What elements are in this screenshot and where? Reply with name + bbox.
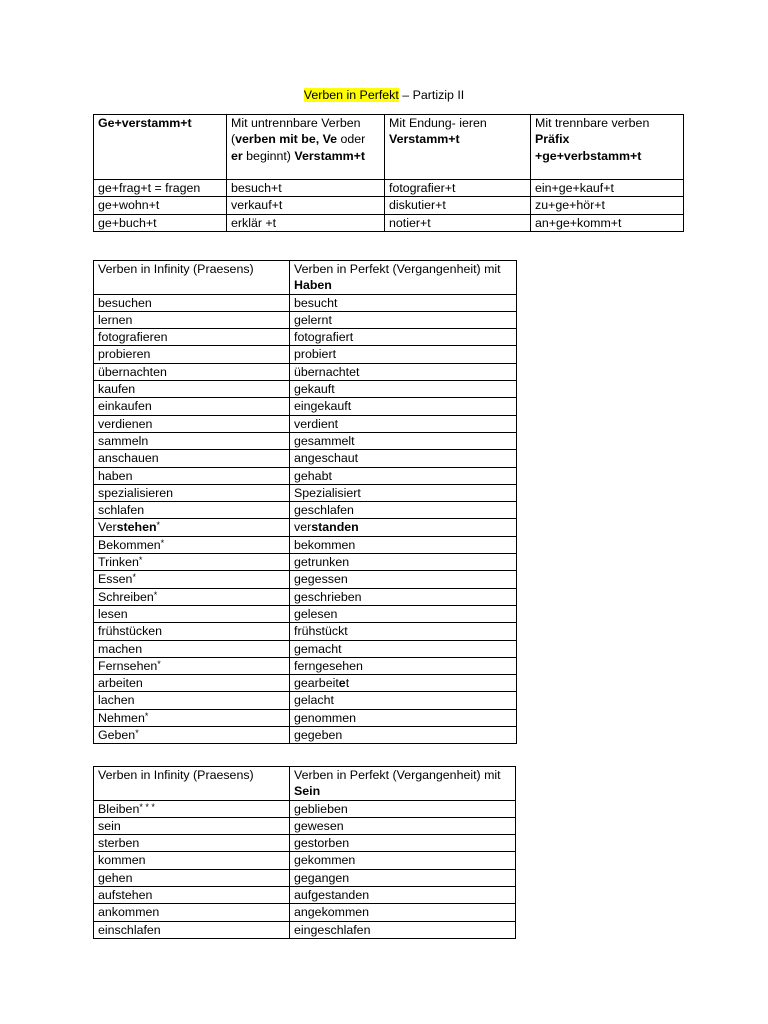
- cell-text: aufstehen: [98, 888, 153, 903]
- header-row: [94, 767, 516, 801]
- table-row: [94, 502, 517, 519]
- table-row: [94, 869, 516, 886]
- table-cell: ge+wohn+t: [94, 197, 227, 214]
- perfect-cell: [290, 623, 517, 640]
- perfect-cell: [290, 311, 517, 328]
- infinitive-cell: [94, 294, 290, 311]
- table-row: [94, 921, 516, 938]
- footnote-marker: *: [135, 728, 139, 739]
- cell-text: gesammelt: [294, 433, 355, 448]
- cell-text: Verben in Infinity (Praesens): [98, 262, 254, 276]
- table-row: [94, 675, 517, 692]
- table-cell: notier+t: [385, 214, 531, 231]
- perfect-cell: [290, 588, 517, 605]
- table-row: [94, 519, 517, 536]
- cell-text: bekommen: [294, 537, 356, 552]
- infinitive-cell: [94, 835, 290, 852]
- cell-text: geblieben: [294, 801, 348, 816]
- table-cell: verkauf+t: [227, 197, 385, 214]
- perfect-cell: [290, 675, 517, 692]
- perfect-cell: [290, 921, 516, 938]
- cell-text: schlafen: [98, 503, 145, 518]
- cell-text: geschlafen: [294, 503, 354, 518]
- cell-text: besuchen: [98, 295, 152, 310]
- table-row: [94, 817, 516, 834]
- infinitive-cell: [94, 605, 290, 622]
- cell-text: verdienen: [98, 416, 153, 431]
- cell-text: beginnt): [242, 148, 295, 163]
- cell-text: Bleiben: [98, 801, 140, 816]
- cell-text: übernachten: [98, 364, 167, 379]
- infinitive-cell: [94, 415, 290, 432]
- header-row: [94, 261, 517, 295]
- header-cell: [94, 115, 227, 180]
- header-cell: [94, 767, 290, 801]
- table-row: [94, 346, 517, 363]
- cell-text: oder: [337, 132, 366, 147]
- infinitive-cell: [94, 887, 290, 904]
- table-row: [94, 623, 517, 640]
- cell-text: probieren: [98, 347, 151, 362]
- table-cell: ein+ge+kauf+t: [531, 180, 684, 197]
- infinitive-cell: [94, 311, 290, 328]
- cell-text: angekommen: [294, 905, 370, 920]
- cell-text: aufgestanden: [294, 888, 370, 903]
- header-cell: [227, 115, 385, 180]
- cell-text: stehen: [116, 520, 157, 535]
- cell-text: Sein: [294, 784, 321, 799]
- table-row: [94, 329, 517, 346]
- cell-text: sammeln: [98, 433, 149, 448]
- header-cell: [290, 261, 517, 295]
- cell-text: probiert: [294, 347, 337, 362]
- cell-text: frühstücken: [98, 624, 163, 639]
- infinitive-cell: [94, 623, 290, 640]
- cell-text: genommen: [294, 710, 356, 725]
- cell-text: Nehmen: [98, 710, 145, 725]
- table-row: [94, 294, 517, 311]
- table-row: [94, 852, 516, 869]
- partizip-rules-body: [94, 115, 684, 232]
- cell-text: t: [345, 676, 350, 691]
- infinitive-cell: [94, 484, 290, 501]
- verbs-haben-body: [94, 261, 517, 744]
- infinitive-cell: [94, 519, 290, 536]
- perfect-cell: [290, 817, 516, 834]
- cell-text: einkaufen: [98, 399, 152, 414]
- infinitive-cell: [94, 817, 290, 834]
- table-row: [94, 484, 517, 501]
- infinitive-cell: [94, 709, 290, 726]
- table-row: [94, 415, 517, 432]
- perfect-cell: [290, 657, 517, 674]
- table-row: [94, 450, 517, 467]
- cell-text: ankommen: [98, 905, 160, 920]
- cell-text: fotografieren: [98, 330, 168, 345]
- cell-text: Verstamm+t: [389, 132, 460, 147]
- infinitive-cell: [94, 869, 290, 886]
- infinitive-cell: [94, 904, 290, 921]
- infinitive-cell: [94, 536, 290, 553]
- perfect-cell: [290, 294, 517, 311]
- table-cell: ge+buch+t: [94, 214, 227, 231]
- cell-text: gekommen: [294, 853, 356, 868]
- perfect-cell: [290, 536, 517, 553]
- infinitive-cell: [94, 502, 290, 519]
- perfect-cell: [290, 484, 517, 501]
- cell-text: er: [231, 148, 243, 163]
- cell-text: Spezialisiert: [294, 485, 361, 500]
- table-row: [94, 467, 517, 484]
- infinitive-cell: [94, 381, 290, 398]
- cell-text: Präfix +ge+verbstamm+t: [535, 132, 642, 163]
- table-cell: zu+ge+hör+t: [531, 197, 684, 214]
- infinitive-cell: [94, 450, 290, 467]
- cell-text: haben: [98, 468, 133, 483]
- cell-text: getrunken: [294, 555, 350, 570]
- cell-text: eingekauft: [294, 399, 352, 414]
- table-row: [94, 398, 517, 415]
- table-cell: erklär +t: [227, 214, 385, 231]
- table-cell: diskutier+t: [385, 197, 531, 214]
- verbs-haben-table: [93, 260, 517, 744]
- table-row: [94, 709, 517, 726]
- infinitive-cell: [94, 921, 290, 938]
- cell-text: gegessen: [294, 572, 348, 587]
- cell-text: sein: [98, 818, 121, 833]
- cell-text: e: [338, 676, 346, 691]
- cell-text: lernen: [98, 312, 133, 327]
- title-rest: – Partizip II: [398, 88, 465, 102]
- cell-text: Haben: [294, 278, 332, 293]
- table-row: [94, 640, 517, 657]
- infinitive-cell: [94, 363, 290, 380]
- cell-text: ver: [294, 520, 312, 535]
- cell-text: standen: [311, 520, 359, 535]
- table-row: [94, 197, 684, 214]
- infinitive-cell: [94, 588, 290, 605]
- cell-text: Mit untrennbare Verben (: [231, 116, 361, 147]
- cell-text: gearbeit: [294, 676, 339, 691]
- footnote-marker: *: [160, 537, 165, 548]
- table-row: [94, 692, 517, 709]
- cell-text: gekauft: [294, 382, 335, 397]
- cell-text: Verben in Perfekt (Vergangenheit) mit: [294, 768, 501, 782]
- table-row: [94, 554, 517, 571]
- cell-text: Ver: [98, 520, 117, 535]
- cell-text: gegangen: [294, 870, 350, 885]
- infinitive-cell: [94, 554, 290, 571]
- table-row: [94, 835, 516, 852]
- table-row: [94, 887, 516, 904]
- perfect-cell: [290, 346, 517, 363]
- footnote-marker: *: [156, 520, 161, 531]
- infinitive-cell: [94, 346, 290, 363]
- infinitive-cell: [94, 640, 290, 657]
- cell-text: spezialisieren: [98, 485, 174, 500]
- infinitive-cell: [94, 398, 290, 415]
- footnote-marker: *: [132, 572, 136, 583]
- perfect-cell: [290, 363, 517, 380]
- perfect-cell: [290, 852, 516, 869]
- perfect-cell: [290, 467, 517, 484]
- infinitive-cell: [94, 329, 290, 346]
- cell-text: gewesen: [294, 818, 344, 833]
- cell-text: verdient: [294, 416, 339, 431]
- cell-text: lachen: [98, 693, 135, 708]
- perfect-cell: [290, 800, 516, 817]
- infinitive-cell: [94, 467, 290, 484]
- infinitive-cell: [94, 852, 290, 869]
- table-row: [94, 363, 517, 380]
- perfect-cell: [290, 571, 517, 588]
- infinitive-cell: [94, 800, 290, 817]
- verbs-sein-table: [93, 766, 516, 939]
- table-row: [94, 311, 517, 328]
- cell-text: kaufen: [98, 382, 136, 397]
- infinitive-cell: [94, 675, 290, 692]
- table-row: [94, 904, 516, 921]
- footnote-marker: *: [138, 555, 143, 566]
- table-row: [94, 536, 517, 553]
- perfect-cell: [290, 554, 517, 571]
- cell-text: sterben: [98, 836, 140, 851]
- table-row: [94, 800, 516, 817]
- cell-text: Fernsehen: [98, 658, 158, 673]
- header-cell: [531, 115, 684, 180]
- header-row: [94, 115, 684, 180]
- infinitive-cell: [94, 657, 290, 674]
- cell-text: Verben in Infinity (Praesens): [98, 768, 254, 782]
- footnote-marker: *: [157, 658, 161, 669]
- table-row: [94, 571, 517, 588]
- cell-text: Trinken: [98, 555, 139, 570]
- cell-text: besucht: [294, 295, 338, 310]
- cell-text: Geben: [98, 728, 136, 743]
- infinitive-cell: [94, 432, 290, 449]
- cell-text: Schreiben: [98, 589, 154, 604]
- cell-text: machen: [98, 641, 143, 656]
- cell-text: anschauen: [98, 451, 159, 466]
- cell-text: gelacht: [294, 693, 334, 708]
- perfect-cell: [290, 450, 517, 467]
- footnote-marker: *: [153, 589, 158, 600]
- table-row: [94, 727, 517, 744]
- perfect-cell: [290, 709, 517, 726]
- partizip-rules-table: [93, 114, 684, 232]
- cell-text: kommen: [98, 853, 146, 868]
- perfect-cell: [290, 415, 517, 432]
- cell-text: geschrieben: [294, 589, 362, 604]
- infinitive-cell: [94, 727, 290, 744]
- perfect-cell: [290, 640, 517, 657]
- cell-text: einschlafen: [98, 922, 161, 937]
- cell-text: Verben in Perfekt (Vergangenheit) mit: [294, 262, 501, 276]
- cell-text: Mit Endung- ieren: [389, 116, 487, 130]
- cell-text: arbeiten: [98, 676, 143, 691]
- table-cell: besuch+t: [227, 180, 385, 197]
- perfect-cell: [290, 904, 516, 921]
- cell-text: eingeschlafen: [294, 922, 371, 937]
- cell-text: übernachtet: [294, 364, 360, 379]
- table-row: [94, 214, 684, 231]
- perfect-cell: [290, 835, 516, 852]
- cell-text: Mit trennbare verben: [535, 116, 650, 130]
- title-highlighted: Verben in Perfekt: [303, 88, 399, 102]
- perfect-cell: [290, 887, 516, 904]
- cell-text: Essen: [98, 572, 133, 587]
- table-row: [94, 432, 517, 449]
- perfect-cell: [290, 869, 516, 886]
- cell-text: fotografiert: [294, 330, 354, 345]
- table-row: [94, 180, 684, 197]
- cell-text: gelernt: [294, 312, 332, 327]
- cell-text: angeschaut: [294, 451, 359, 466]
- cell-text: verben mit be, Ve: [235, 132, 338, 147]
- perfect-cell: [290, 605, 517, 622]
- footnote-marker: *: [144, 710, 149, 721]
- cell-text: gemacht: [294, 641, 342, 656]
- table-row: [94, 381, 517, 398]
- cell-text: Bekommen: [98, 537, 161, 552]
- perfect-cell: [290, 692, 517, 709]
- verbs-sein-body: [94, 767, 516, 939]
- cell-text: gehabt: [294, 468, 332, 483]
- perfect-cell: [290, 329, 517, 346]
- perfect-cell: [290, 398, 517, 415]
- table-cell: an+ge+komm+t: [531, 214, 684, 231]
- infinitive-cell: [94, 571, 290, 588]
- perfect-cell: [290, 432, 517, 449]
- header-cell: [94, 261, 290, 295]
- perfect-cell: [290, 502, 517, 519]
- table-cell: ge+frag+t = fragen: [94, 180, 227, 197]
- table-row: [94, 605, 517, 622]
- perfect-cell: [290, 727, 517, 744]
- cell-text: ferngesehen: [294, 658, 363, 673]
- table-cell: fotografier+t: [385, 180, 531, 197]
- header-cell: [290, 767, 516, 801]
- cell-text: gegeben: [294, 728, 343, 743]
- cell-text: frühstückt: [294, 624, 348, 639]
- footnote-marker: * * *: [139, 801, 155, 812]
- cell-text: lesen: [98, 606, 128, 621]
- cell-text: gehen: [98, 870, 133, 885]
- perfect-cell: [290, 381, 517, 398]
- perfect-cell: [290, 519, 517, 536]
- page-title: [0, 87, 768, 103]
- cell-text: gelesen: [294, 606, 338, 621]
- table-row: [94, 588, 517, 605]
- table-row: [94, 657, 517, 674]
- cell-text: Ge+verstamm+t: [98, 116, 192, 130]
- infinitive-cell: [94, 692, 290, 709]
- header-cell: [385, 115, 531, 180]
- cell-text: Verstamm+t: [294, 148, 365, 163]
- cell-text: gestorben: [294, 836, 350, 851]
